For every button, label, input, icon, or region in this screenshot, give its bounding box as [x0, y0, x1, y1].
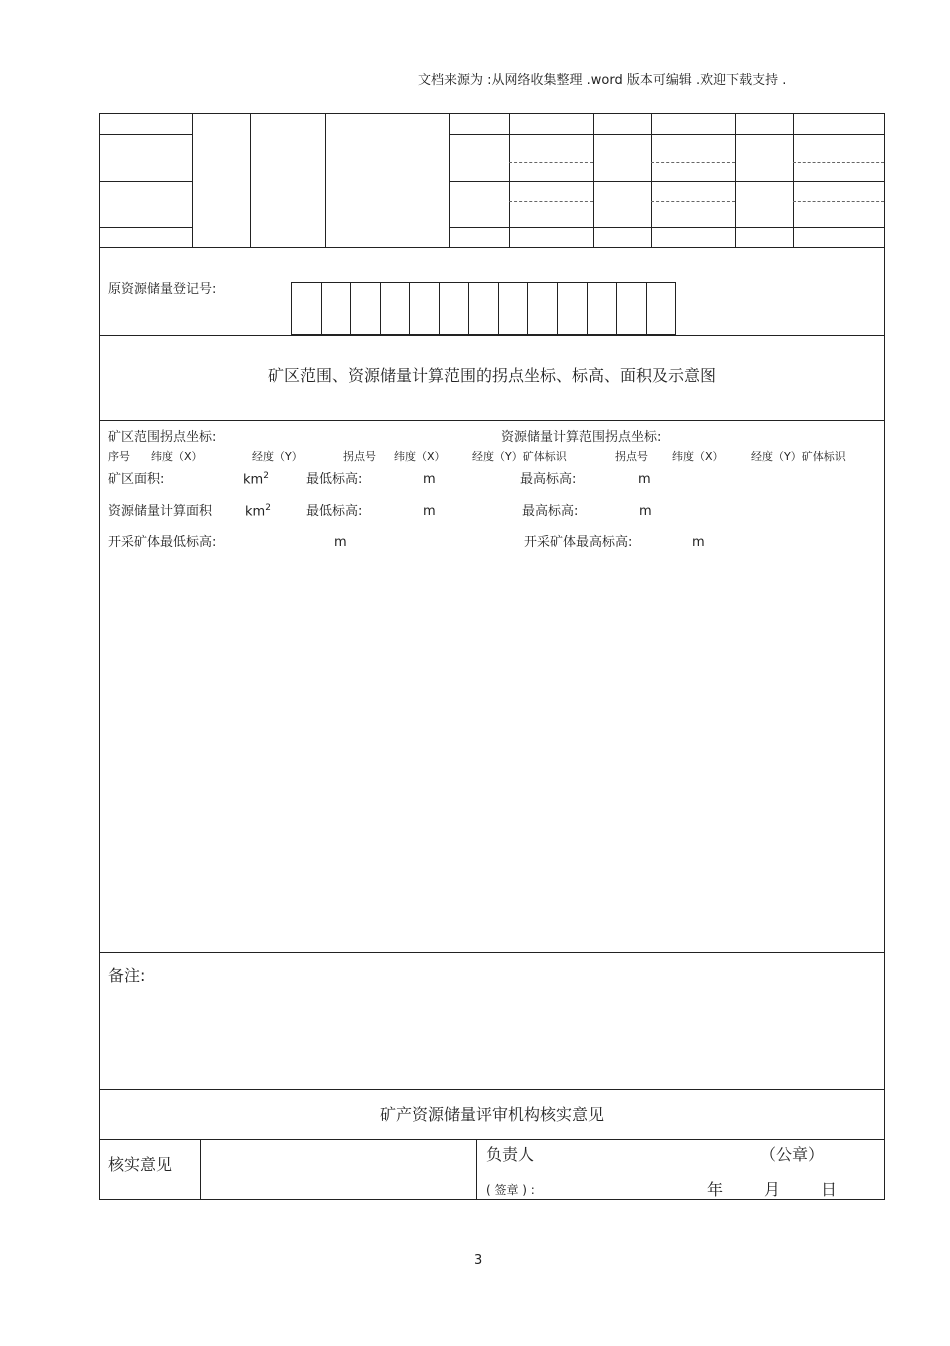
mine-area-coords-label: 矿区范围拐点坐标: [108, 430, 217, 445]
review-title: 矿产资源储量评审机构核实意见 [379, 1105, 604, 1124]
frame-left-border [99, 113, 100, 1200]
mining-max-elev-label: 开采矿体最高标高: [524, 535, 633, 550]
date-month: 月 [764, 1180, 781, 1199]
calc-min-elev-unit: m [423, 504, 436, 519]
calc-area-label: 资源储量计算面积 [108, 504, 213, 519]
mine-max-elev-unit: m [638, 472, 651, 487]
column-header: 经度（Y）矿体标识 [751, 450, 846, 463]
calc-min-elev-label: 最低标高: [306, 504, 363, 519]
page-number: 3 [474, 1253, 483, 1268]
mining-min-elev-label: 开采矿体最低标高: [108, 535, 217, 550]
column-header: 经度（Y） [252, 450, 303, 463]
calc-area-coords-label: 资源储量计算范围拐点坐标: [501, 430, 662, 445]
column-header: 纬度（X） [151, 450, 203, 463]
column-header: 经度（Y）矿体标识 [472, 450, 567, 463]
mine-area-label: 矿区面积: [108, 472, 165, 487]
calc-max-elev-unit: m [639, 504, 652, 519]
opinion-label: 核实意见 [108, 1155, 173, 1174]
source-note: 文档来源为 :从网络收集整理 .word 版本可编辑 .欢迎下载支持 . [418, 73, 787, 88]
mine-area-unit: $km^2$ [243, 471, 269, 488]
mining-min-elev-unit: m [334, 535, 347, 550]
date-year: 年 [707, 1180, 724, 1199]
column-header: 拐点号 [615, 450, 648, 463]
sign-label: ( 签章 ) : [486, 1183, 535, 1197]
frame-top-border [99, 113, 885, 114]
calc-max-elev-label: 最高标高: [522, 504, 579, 519]
section-title: 矿区范围、资源储量计算范围的拐点坐标、标高、面积及示意图 [267, 366, 716, 385]
calc-area-unit: $km^2$ [245, 503, 271, 520]
seal-label: （公章） [760, 1145, 825, 1164]
column-header: 纬度（X） [672, 450, 724, 463]
remarks-label: 备注: [108, 966, 146, 985]
column-header: 纬度（X） [394, 450, 446, 463]
responsible-label: 负责人 [486, 1145, 535, 1164]
date-day: 日 [821, 1180, 838, 1199]
registration-label: 原资源储量登记号: [108, 282, 217, 297]
column-header: 拐点号 [343, 450, 376, 463]
mining-max-elev-unit: m [692, 535, 705, 550]
column-header: 序号 [108, 450, 130, 463]
mine-min-elev-unit: m [423, 472, 436, 487]
mine-max-elev-label: 最高标高: [520, 472, 577, 487]
frame-right-border [884, 113, 885, 1200]
mine-min-elev-label: 最低标高: [306, 472, 363, 487]
